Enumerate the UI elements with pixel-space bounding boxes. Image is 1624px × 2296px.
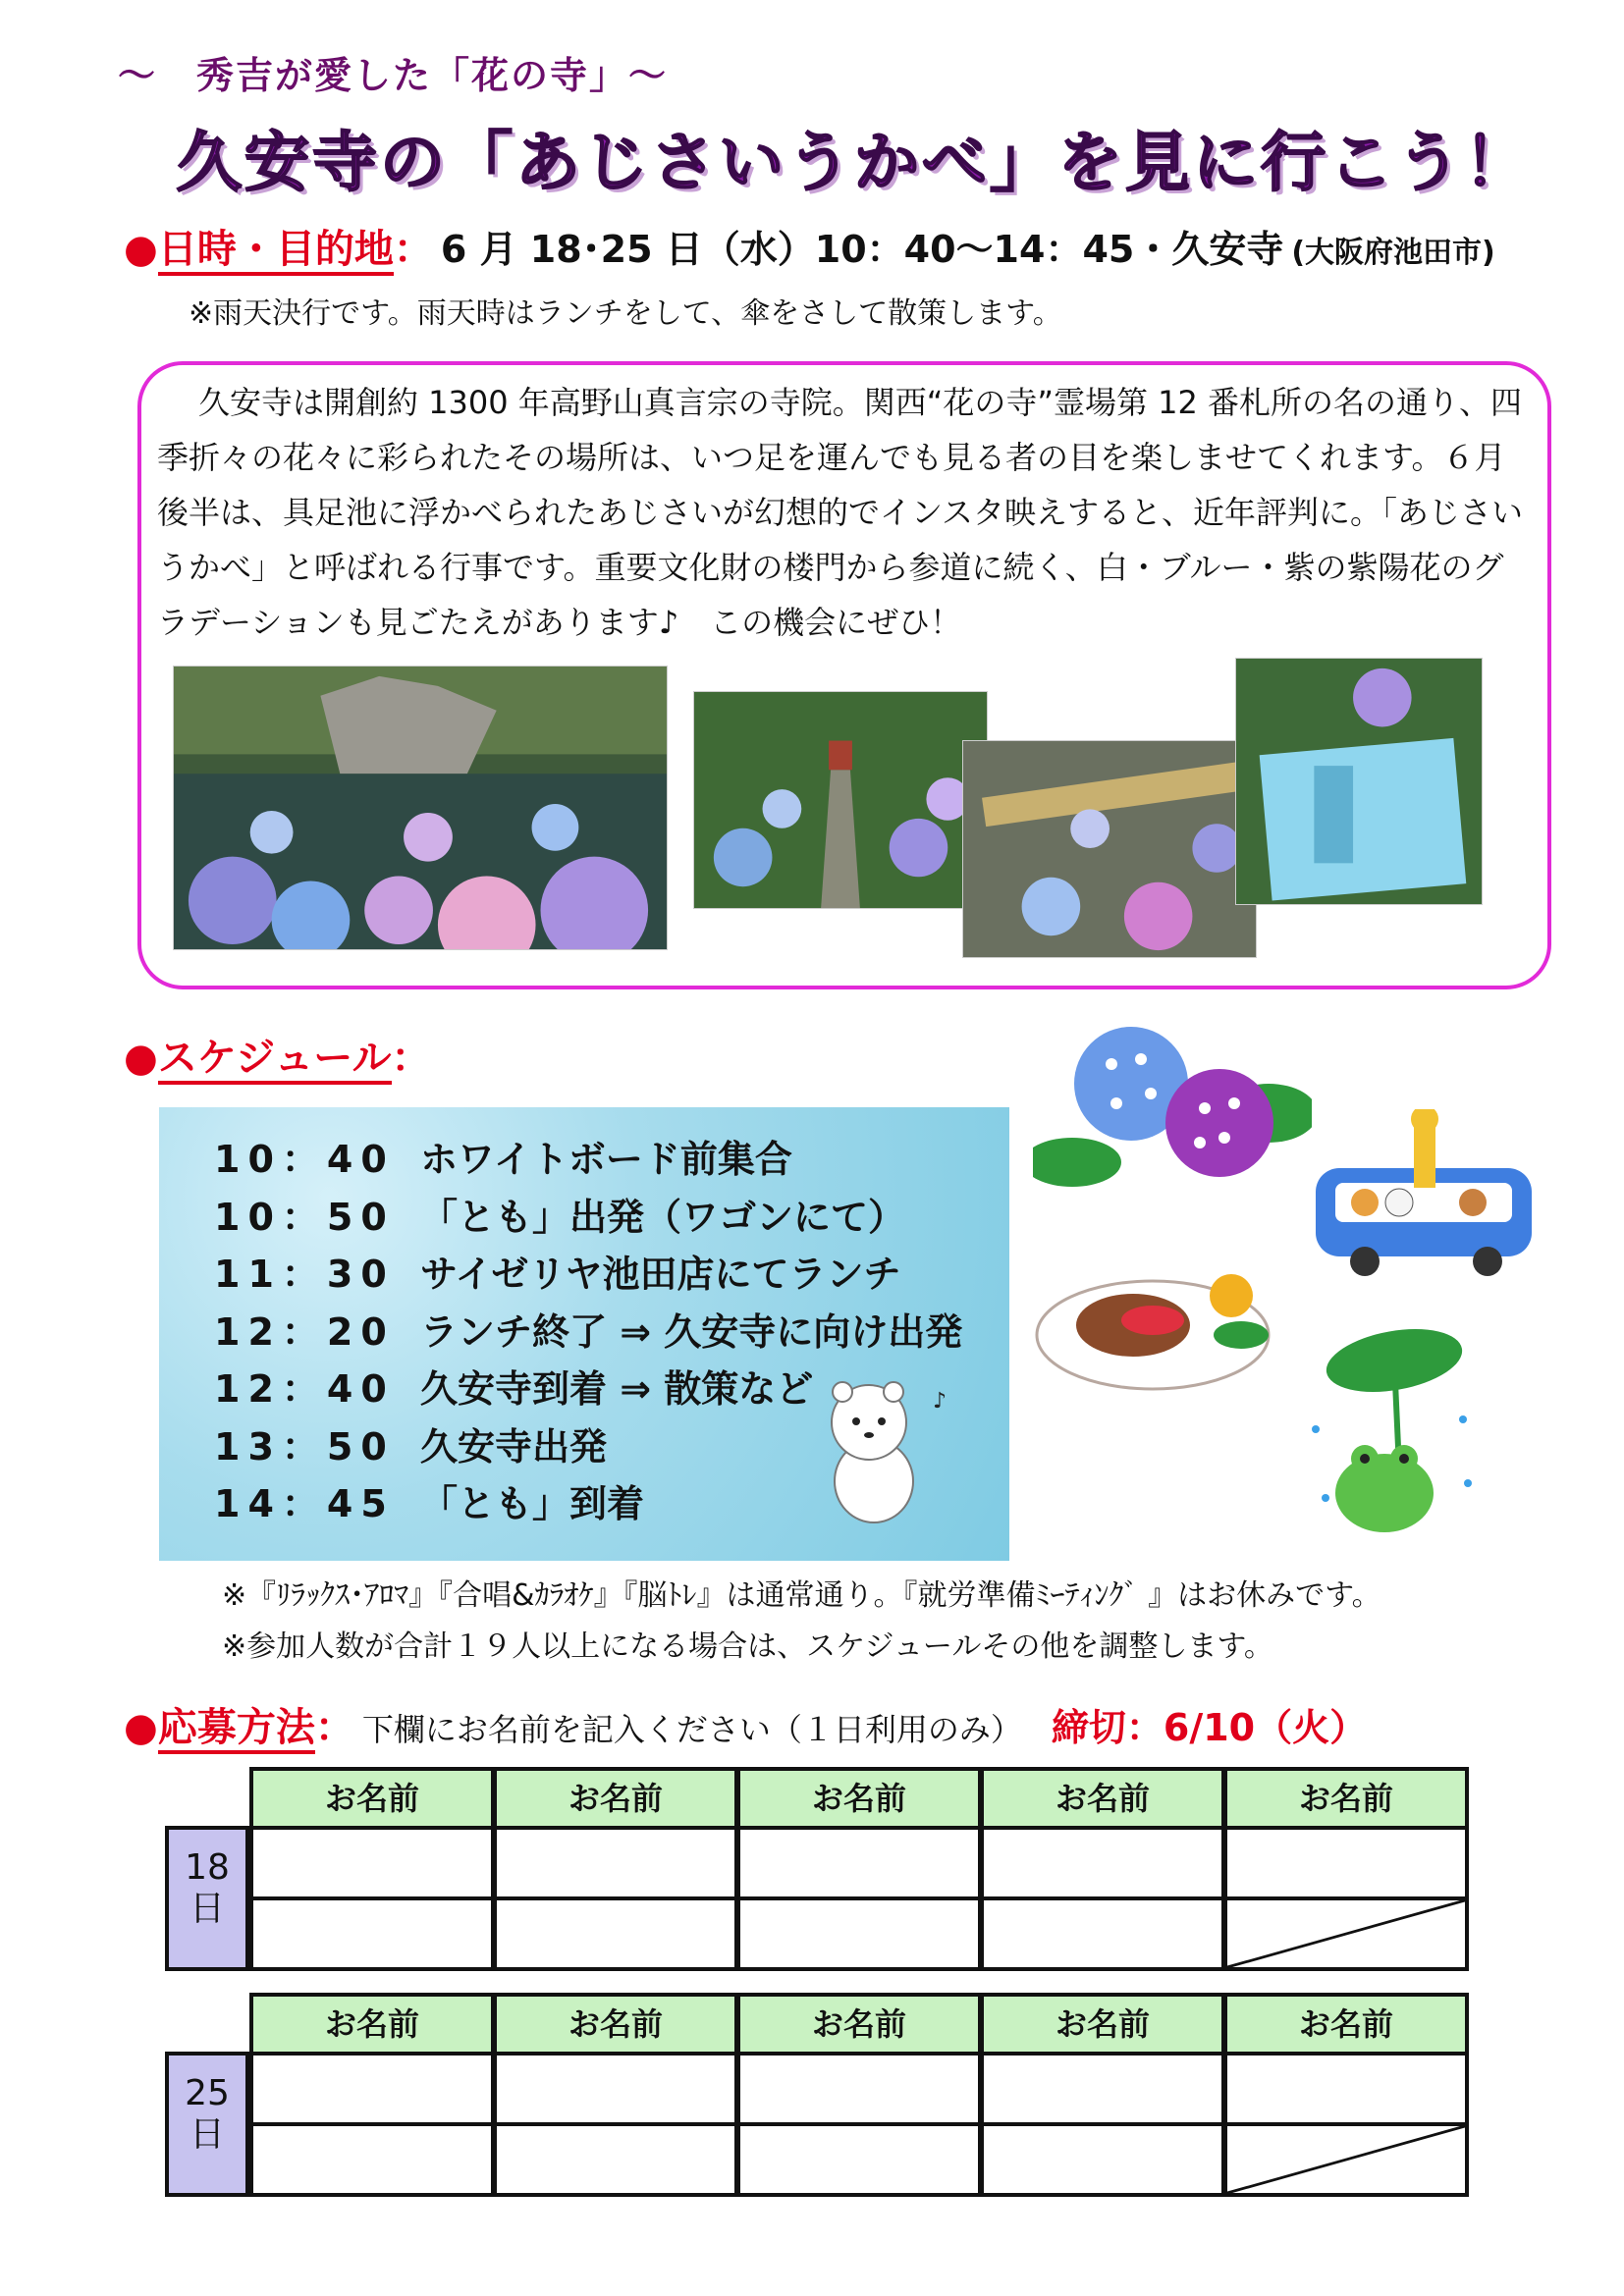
name-input-cell[interactable] [249, 1826, 495, 1900]
day-label [165, 1826, 249, 1971]
name-column-header: お名前 [249, 1993, 495, 2056]
name-input-cell[interactable] [493, 1826, 738, 1900]
name-column-header: お名前 [980, 1767, 1225, 1830]
apply-heading [124, 1696, 1367, 1752]
subtitle: ～ 秀吉が愛した「花の寺」～ [118, 54, 669, 97]
bamboo-basin-photo [962, 740, 1257, 958]
diagonal-slash [1227, 2126, 1465, 2193]
bullet-icon: ● [124, 1036, 158, 1081]
datetime-detail: 6 月 18･25 日（水）10：40～14：45・久安寺 [440, 228, 1284, 271]
schedule-event: 「とも」到着 [420, 1482, 645, 1525]
rain-note: ※雨天決行です。雨天時はランチをして、傘をさして散策します。 [189, 296, 1062, 331]
svg-text:♪: ♪ [933, 1389, 947, 1414]
name-column-header: お名前 [1223, 1993, 1469, 2056]
schedule-event: 久安寺出発 [420, 1424, 608, 1468]
frog-illustration [1306, 1321, 1479, 1543]
name-input-cell[interactable] [980, 1896, 1225, 1971]
deadline: 締切：6/10（火） [1051, 1706, 1368, 1749]
datetime-colon: ： [393, 227, 433, 272]
schedule-event: サイゼリヤ池田店にてランチ [420, 1253, 901, 1296]
name-column-header: お名前 [980, 1993, 1225, 2056]
lunch-illustration [1035, 1247, 1292, 1394]
schedule-row [214, 1359, 813, 1413]
schedule-time: 12：40 [214, 1367, 395, 1411]
schedule-label: スケジュール [158, 1036, 392, 1085]
day-number: 18 [185, 1847, 230, 1888]
schedule-event: 久安寺到着 ⇒ 散策など [420, 1367, 814, 1411]
bullet-icon: ● [124, 1705, 158, 1750]
apply-colon: ： [314, 1705, 354, 1750]
schedule-event: 「とも」出発（ワゴンにて） [420, 1195, 906, 1239]
name-column-header: お名前 [1223, 1767, 1469, 1830]
name-input-cell[interactable] [249, 2122, 495, 2197]
name-input-cell[interactable] [736, 2052, 982, 2126]
schedule-colon: ： [391, 1036, 431, 1081]
pond-hydrangea-photo [173, 666, 668, 950]
page-title: 久安寺の「あじさいうかべ」を見に行こう！ [177, 125, 1532, 200]
name-column-header: お名前 [249, 1767, 495, 1830]
schedule-time: 10：40 [214, 1138, 395, 1181]
schedule-time: 14：45 [214, 1482, 395, 1525]
name-column-header: お名前 [736, 1993, 982, 2056]
name-column-header: お名前 [736, 1767, 982, 1830]
schedule-event: ランチ終了 ⇒ 久安寺に向け出発 [420, 1309, 963, 1354]
name-input-cell[interactable] [980, 1826, 1225, 1900]
name-input-cell[interactable] [1223, 1896, 1469, 1971]
name-column-header: お名前 [493, 1993, 738, 2056]
name-input-cell[interactable] [493, 2122, 738, 2197]
apply-label: 応募方法 [158, 1705, 315, 1754]
schedule-row [214, 1473, 644, 1527]
intro-text: 久安寺は開創約 1300 年高野山真言宗の寺院。関西“花の寺”霊場第 12 番札所の名の通り、四季折々の花々に彩られたその場所は、いつ足を運んでも見る者の目を楽しませてくれます。６月後半は、具足池に浮かべられたあじさいが幻想的でインスタ映えすると、近年評判に。「あじさいうかべ」と呼ばれる行事です。重要文化財の楼門から参道に続く、白・ブルー・紫の紫陽花のグラデーションも見ごたえがあります♪ この機会にぜひ！ [157, 384, 1524, 641]
datetime-heading [124, 218, 1495, 274]
name-input-cell[interactable] [1223, 2052, 1469, 2126]
note-1: ※『ﾘﾗｯｸｽ･ｱﾛﾏ』『合唱&ｶﾗｵｹ』『脳ﾄﾚ』は通常通り。『就労準備ﾐｰﾃｨﾝｸﾞ 』はお休みです。 [222, 1578, 1381, 1613]
path-hydrangea-photo [693, 691, 988, 909]
name-input-cell[interactable] [1223, 1826, 1469, 1900]
schedule-row [214, 1129, 792, 1183]
schedule-row [214, 1244, 900, 1298]
bear-illustration [815, 1378, 952, 1525]
name-input-cell[interactable] [980, 2122, 1225, 2197]
name-input-cell[interactable] [736, 1826, 982, 1900]
day-number: 25 [185, 2073, 230, 2113]
day-label [165, 2052, 249, 2197]
name-input-cell[interactable] [736, 1896, 982, 1971]
name-input-cell[interactable] [249, 2052, 495, 2126]
schedule-time: 13：50 [214, 1424, 395, 1468]
schedule-time: 11：30 [214, 1253, 395, 1296]
schedule-heading [124, 1027, 431, 1083]
name-column-header: お名前 [493, 1767, 738, 1830]
schedule-time: 10：50 [214, 1195, 395, 1239]
hydrangea-illustration [1033, 1015, 1312, 1201]
datetime-place: (大阪府池田市) [1291, 236, 1495, 270]
day-unit: 日 [189, 1889, 225, 1929]
apply-description: 下欄にお名前を記入ください（１日利用のみ） [361, 1711, 1022, 1748]
name-input-cell[interactable] [736, 2122, 982, 2197]
goshuin-photo [1235, 658, 1483, 905]
bullet-icon: ● [124, 227, 158, 272]
name-input-cell[interactable] [1223, 2122, 1469, 2197]
name-input-cell[interactable] [493, 2052, 738, 2126]
day-unit: 日 [189, 2114, 225, 2155]
note-2: ※参加人数が合計１９人以上になる場合は、スケジュールその他を調整します。 [222, 1629, 1273, 1664]
name-input-cell[interactable] [980, 2052, 1225, 2126]
name-input-cell[interactable] [493, 1896, 738, 1971]
bus-illustration [1306, 1109, 1542, 1286]
diagonal-slash [1227, 1900, 1465, 1967]
schedule-time: 12：20 [214, 1309, 395, 1354]
datetime-label: 日時・目的地 [158, 227, 394, 276]
schedule-row [214, 1416, 607, 1470]
schedule-event: ホワイトボード前集合 [420, 1138, 792, 1181]
name-input-cell[interactable] [249, 1896, 495, 1971]
schedule-row [214, 1302, 962, 1356]
schedule-row [214, 1187, 905, 1241]
